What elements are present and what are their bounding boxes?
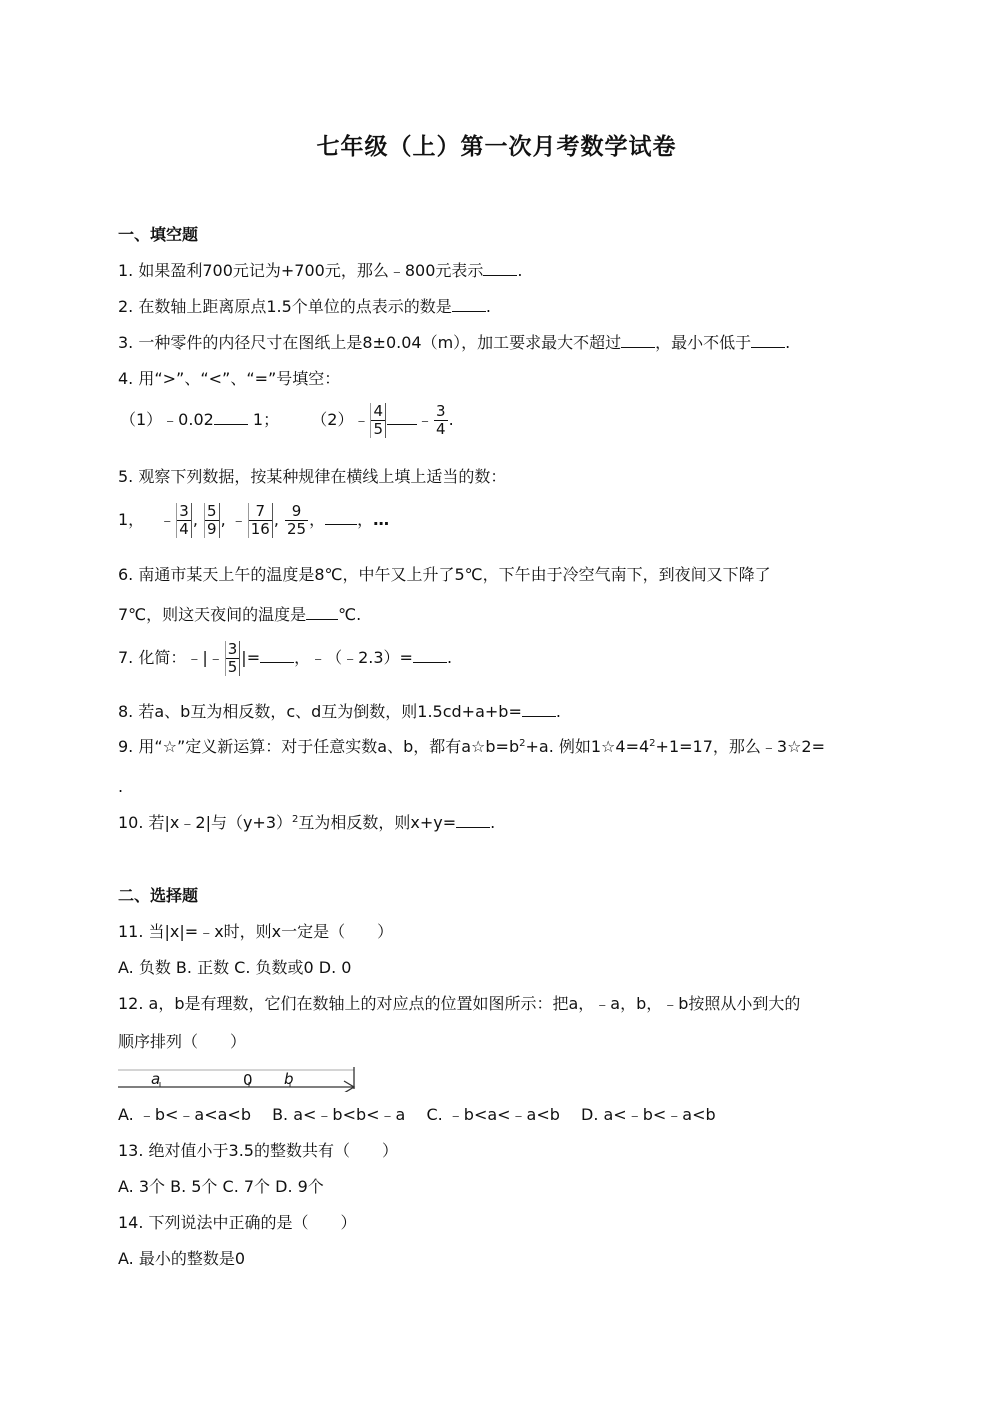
answer-blank (413, 648, 447, 663)
q10-text-a: 10. 若|x﹣2|与（y+3） (118, 813, 293, 832)
question-1: 1. 如果盈利700元记为+700元，那么﹣800元表示 . (118, 261, 523, 280)
fraction-denominator: 4 (179, 520, 189, 538)
fraction-numerator: 5 (207, 502, 217, 520)
q4-part1-a: （1）﹣0.02 (120, 410, 214, 429)
fraction (225, 641, 241, 676)
q4-part1-b: 1； (252, 410, 280, 429)
fraction-numerator: 4 (373, 402, 384, 420)
exponent: 2 (649, 738, 656, 749)
fraction-numerator: 3 (436, 402, 446, 420)
fraction-denominator: 16 (250, 520, 270, 538)
question-10: 10. 若|x﹣2|与$(y+3)^2$互为相反数，则x+y= . (118, 813, 496, 832)
label-b: b (284, 1070, 294, 1088)
answer-blank (214, 410, 248, 425)
fraction-denominator: 5 (227, 658, 238, 676)
ellipsis: … (373, 510, 391, 529)
answer-blank (306, 605, 338, 620)
question-8: 8. 若a、b互为相反数，c、d互为倒数，则1.5cd+a+b= . (118, 702, 561, 721)
answer-blank (522, 702, 556, 717)
q7-text-a: 7. 化简：﹣|﹣ (118, 648, 224, 667)
question-6-line1 (118, 564, 771, 586)
q9-text-d: . (118, 777, 124, 796)
fraction (434, 403, 448, 438)
question-7: 7. 化简：﹣|﹣ $\frac{3}{5}$ |= ，﹣（﹣2.3）= . (118, 640, 453, 676)
q4-text: 4. 用“>”、“<”、“=”号填空： (118, 369, 341, 388)
answer-blank (325, 510, 357, 525)
fraction (204, 503, 220, 538)
section-heading-fill-blank: 一、填空题 (118, 225, 199, 244)
q4-part2: （2）﹣ (311, 410, 370, 429)
section-heading-multiple-choice: 二、选择题 (118, 886, 199, 905)
answer-blank (621, 333, 655, 348)
fraction-numerator: 3 (227, 640, 238, 658)
fraction-denominator: 9 (207, 520, 217, 538)
answer-blank (456, 813, 490, 828)
q9-text-a: 9. 用“☆”定义新运算：对于任意实数a、b，都有a☆b=b (118, 737, 520, 756)
answer-blank (751, 333, 785, 348)
q9-text-b: +a. 例如1☆4=4 (525, 737, 650, 756)
q7-text-c: ，﹣（﹣2.3）= (294, 648, 413, 667)
fraction-denominator: 25 (287, 520, 307, 538)
q10-text-b: 互为相反数，则x+y= (298, 813, 457, 832)
q5-text: 5. 观察下列数据，按某种规律在横线上填上适当的数： (118, 467, 507, 486)
fraction (176, 503, 192, 538)
question-6-line2 (118, 604, 361, 626)
answer-blank (387, 410, 417, 425)
question-4-parts: （1）﹣0.02 1； （2）﹣ $\frac{4}{5}$ ﹣ $\frac{3}{4}$ . (120, 402, 454, 438)
question-2: 2. 在数轴上距离原点1.5个单位的点表示的数是 . (118, 297, 491, 316)
q8-text: 8. 若a、b互为相反数，c、d互为倒数，则1.5cd+a+b= (118, 702, 522, 721)
question-12-line2: 顺序排列（ ） (118, 1032, 247, 1051)
question-3: 3. 一种零件的内径尺寸在图纸上是8±0.04（m），加工要求最大不超过 ，最小不低于 . (118, 333, 791, 352)
question-11: 11. 当|x|=﹣x时，则x一定是（ ） (118, 922, 394, 941)
q3-text-b: ，最小不低于 (655, 333, 752, 352)
exponent: 2 (292, 814, 299, 825)
q1-text: 1. 如果盈利700元记为+700元，那么﹣800元表示 (118, 261, 484, 280)
answer-blank (483, 261, 517, 276)
question-14: 14. 下列说法中正确的是（ ） (118, 1213, 357, 1232)
q5-seq-first: 1， (118, 510, 145, 529)
fraction-numerator: 7 (249, 503, 272, 521)
question-14-option-a: A. 最小的整数是0 (118, 1249, 246, 1268)
number-line-figure (118, 1062, 358, 1092)
q9-text-c: +1=17，那么﹣3☆2= (655, 737, 826, 756)
question-5-sequence: 1， ﹣ $\frac{3}{4}$ , $\frac{5}{9}$ , ﹣ $\frac{7}{16}$ , $\frac{9}{25}$ ， ，… (118, 502, 391, 538)
q6-text-b2: ℃. (338, 605, 362, 624)
fraction-denominator: 4 (436, 420, 446, 438)
fraction-denominator: 5 (373, 420, 384, 438)
question-11-options: A. 负数 B. 正数 C. 负数或0 D. 0 (118, 958, 352, 977)
question-13: 13. 绝对值小于3.5的整数共有（ ） (118, 1141, 398, 1160)
fraction (248, 503, 273, 538)
question-9-end (118, 776, 123, 798)
question-9 (118, 736, 825, 758)
page-title: 七年级（上）第一次月考数学试卷 (316, 134, 677, 160)
q6-text-a: 6. 南通市某天上午的温度是8℃，中午又上升了5℃，下午由于冷空气南下，到夜间又下降了 (118, 565, 771, 584)
exponent: 2 (519, 738, 526, 749)
answer-blank (260, 648, 294, 663)
fraction-numerator: 3 (179, 502, 189, 520)
fraction (370, 403, 386, 438)
fraction-numerator: 9 (285, 503, 308, 521)
fraction (285, 503, 308, 538)
question-5 (118, 466, 506, 488)
label-a: a (151, 1070, 161, 1088)
q3-text-a: 3. 一种零件的内径尺寸在图纸上是8±0.04（m），加工要求最大不超过 (118, 333, 622, 352)
label-zero: 0 (243, 1071, 253, 1089)
q7-text-b: |= (241, 648, 261, 667)
answer-blank (452, 297, 486, 312)
q6-text-b1: 7℃，则这天夜间的温度是 (118, 605, 307, 624)
question-12-line1: 12. a，b是有理数，它们在数轴上的对应点的位置如图所示：把a，﹣a，b，﹣b按照从小到大的 (118, 994, 801, 1013)
q2-text: 2. 在数轴上距离原点1.5个单位的点表示的数是 (118, 297, 452, 316)
question-12-options: A. ﹣b<﹣a<a<b B. a<﹣b<b<﹣a C. ﹣b<a<﹣a<b D. a<﹣b<﹣a<b (118, 1105, 716, 1124)
question-4 (118, 368, 340, 390)
question-13-options: A. 3个 B. 5个 C. 7个 D. 9个 (118, 1177, 324, 1196)
